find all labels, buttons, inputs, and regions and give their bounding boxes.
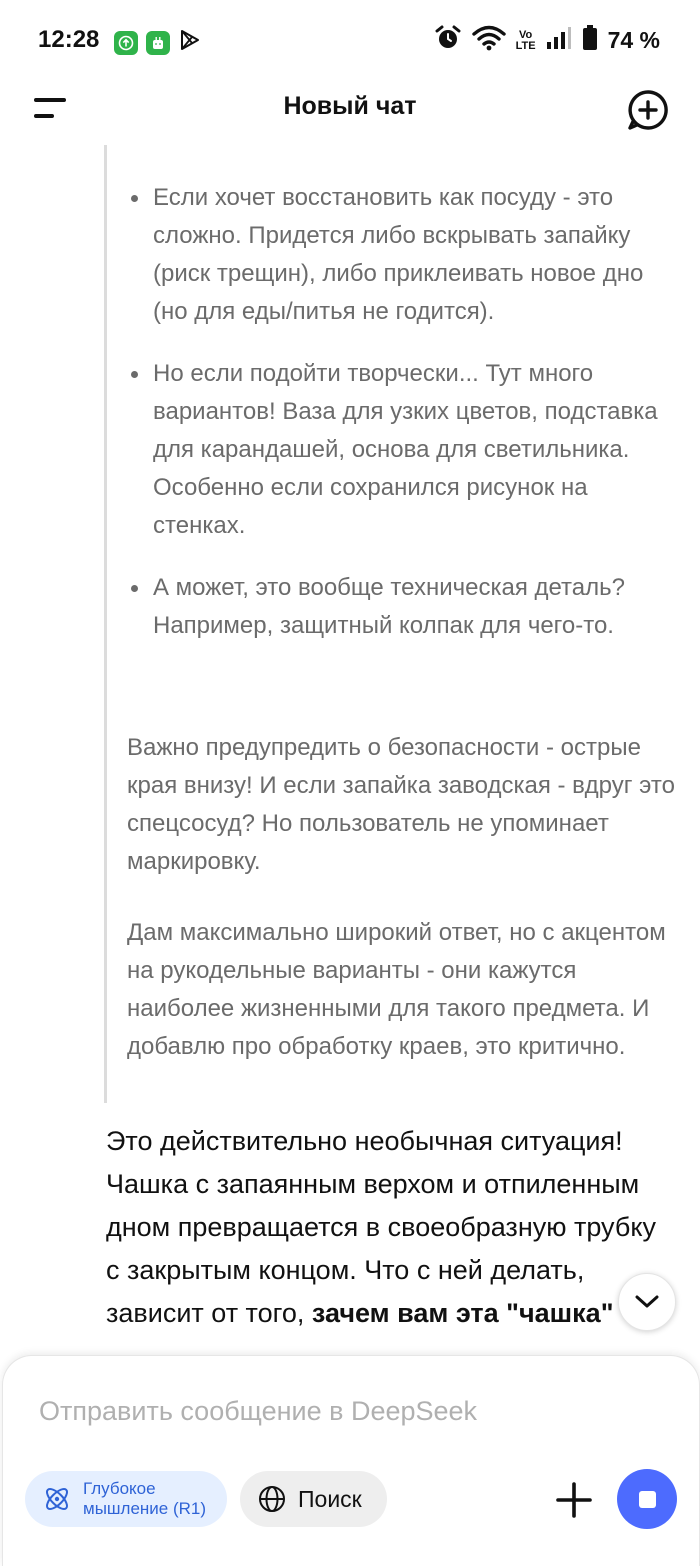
alarm-icon bbox=[434, 24, 462, 57]
message-input[interactable] bbox=[37, 1390, 661, 1432]
status-bar bbox=[0, 0, 700, 80]
battery-icon bbox=[582, 25, 598, 56]
message-composer bbox=[2, 1355, 700, 1566]
thinking-bullet: А может, это вообще техническая деталь? Например, защитный колпак для чего-то. bbox=[129, 569, 679, 645]
battery-percent: 74 % bbox=[607, 27, 660, 53]
thinking-paragraph: Дам максимально широкий ответ, но с акцентом на рукодельные варианты - они кажутся наиболее жизненными для такого предмета. И добавлю про обработку краев, это критично. bbox=[127, 919, 666, 1060]
thinking-bullet: Но если подойти творчески... Тут много вариантов! Ваза для узких цветов, подставка для карандашей, основа для светильника. Особенно если сохранился рисунок на стенках. bbox=[129, 355, 679, 545]
chevron-down-icon bbox=[634, 1294, 660, 1310]
status-indicators bbox=[434, 24, 660, 57]
volte-indicator bbox=[516, 30, 536, 52]
thinking-bullet: Если хочет восстановить как посуду - это сложно. Придется либо вскрывать запайку (риск трещин), либо приклеивать новое дно (но для еды/питья не годится). bbox=[129, 179, 679, 331]
scroll-down-button[interactable] bbox=[618, 1273, 676, 1331]
new-chat-button[interactable] bbox=[626, 88, 670, 132]
wifi-icon bbox=[472, 25, 506, 56]
search-toggle[interactable] bbox=[240, 1471, 387, 1527]
android-app-icon bbox=[146, 31, 170, 55]
stop-generation-button[interactable] bbox=[617, 1469, 677, 1529]
answer-text: Это действительно необычная ситуация! Чашка с запаянным верхом и отпиленным дном превращается в своеобразную трубку с закрытым концом. Что с ней делать, зависит от того, bbox=[106, 1126, 656, 1328]
thinking-bullet-list bbox=[129, 179, 679, 669]
thinking-paragraph: Важно предупредить о безопасности - острые края внизу! И если запайка заводская - вдруг это спецсосуд? Но пользователь не упоминает маркировку. bbox=[127, 734, 675, 875]
globe-icon bbox=[258, 1485, 286, 1518]
deepthink-label: Глубокое мышление (R1) bbox=[83, 1479, 207, 1518]
volte-top-label: Vo bbox=[518, 28, 533, 41]
atom-icon bbox=[41, 1483, 73, 1520]
answer-bold-text: зачем вам эта "чашка" bbox=[311, 1298, 614, 1328]
page-title: Новый чат bbox=[283, 92, 417, 120]
status-app-icons bbox=[114, 28, 202, 57]
assistant-answer bbox=[106, 1120, 666, 1335]
status-time: 12:28 bbox=[38, 26, 100, 53]
search-label: Поиск bbox=[298, 1486, 362, 1512]
attach-button[interactable] bbox=[555, 1481, 593, 1519]
signal-icon bbox=[546, 26, 572, 55]
thinking-block bbox=[104, 145, 687, 1103]
upload-app-icon bbox=[114, 31, 138, 55]
plus-icon bbox=[555, 1481, 593, 1519]
app-header bbox=[0, 80, 700, 140]
deepthink-toggle[interactable] bbox=[25, 1471, 227, 1527]
volte-bottom-label: LTE bbox=[515, 39, 536, 52]
new-chat-icon bbox=[626, 88, 670, 132]
play-store-icon bbox=[178, 28, 202, 57]
stop-icon bbox=[639, 1491, 656, 1508]
